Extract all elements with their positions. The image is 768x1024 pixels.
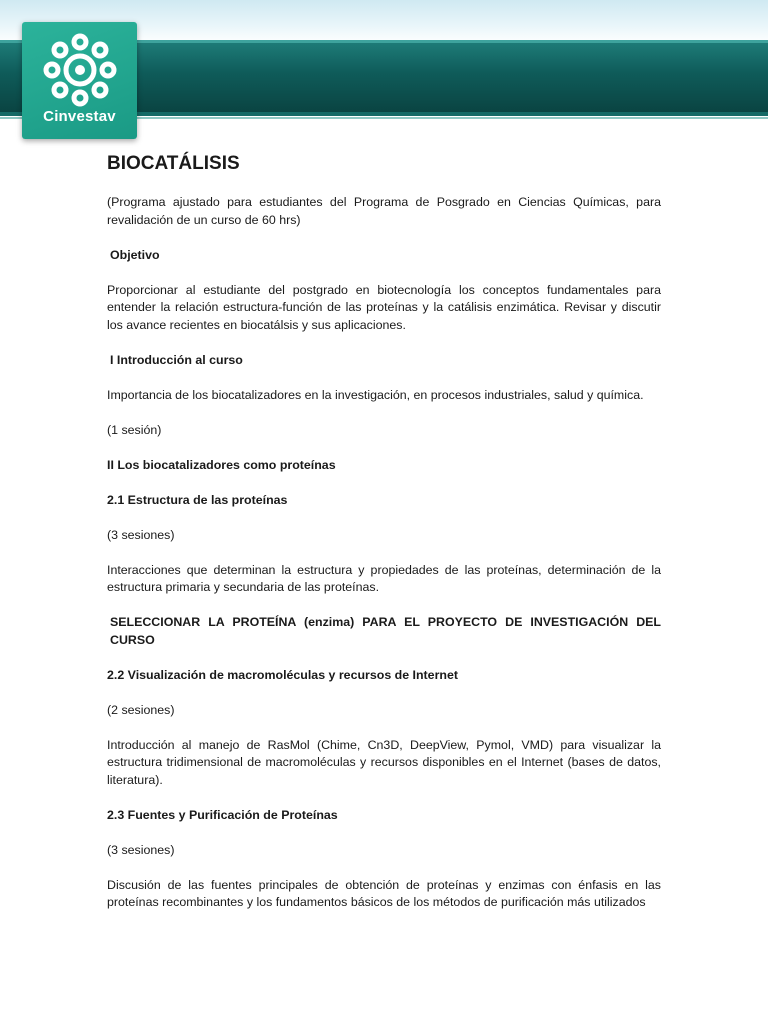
section-2-2-sessions: (2 sesiones)	[107, 702, 175, 717]
section-2-1-text: Interacciones que determinan la estructura y propiedades de las proteínas, determinación de la estructura primaria y secundaria de las proteínas.	[107, 562, 661, 594]
section-2-1-sessions: (3 sesiones)	[107, 527, 175, 542]
unit1-heading: I Introducción al curso	[110, 352, 243, 367]
logo-text: Cinvestav	[43, 108, 116, 125]
objective-text: Proporcionar al estudiante del postgrado en biotecnología los conceptos fundamentales para entender la relación estructura-función de las proteínas y la catálisis enzimática. Revisar y discutir los avance recientes en biocatálsis y sus aplicaciones.	[107, 282, 661, 332]
section-2-2-text: Introducción al manejo de RasMol (Chime, Cn3D, DeepView, Pymol, VMD) para visualizar la estructura tridimensional de macromoléculas y recursos disponibles en el Internet (bases de datos, literatura).	[107, 737, 661, 787]
section-2-3-text: Discusión de las fuentes principales de obtención de proteínas y enzimas con énfasis en las proteínas recombinantes y los fundamentos básicos de los métodos de purificación más utilizados	[107, 877, 661, 909]
cinvestav-logo	[22, 22, 137, 139]
document-body	[107, 152, 661, 912]
section-2-3-heading: 2.3 Fuentes y Purificación de Proteínas	[107, 807, 338, 822]
section-2-2-heading: 2.2 Visualización de macromoléculas y recursos de Internet	[107, 667, 458, 682]
document-title: BIOCATÁLISIS	[107, 153, 240, 174]
unit1-sessions: (1 sesión)	[107, 422, 162, 437]
unit2-heading: II Los biocatalizadores como proteínas	[107, 457, 336, 472]
project-heading: SELECCIONAR LA PROTEÍNA (enzima) PARA EL PROYECTO DE INVESTIGACIÓN DEL CURSO	[110, 615, 661, 647]
unit1-text: Importancia de los biocatalizadores en la investigación, en procesos industriales, salud y química.	[107, 387, 644, 402]
objective-heading: Objetivo	[110, 247, 160, 262]
section-2-3-sessions: (3 sesiones)	[107, 842, 175, 857]
program-note: (Programa ajustado para estudiantes del Programa de Posgrado en Ciencias Químicas, para revalidación de un curso de 60 hrs)	[107, 195, 661, 227]
section-2-1-heading: 2.1 Estructura de las proteínas	[107, 492, 288, 507]
cinvestav-emblem-icon	[42, 32, 118, 108]
